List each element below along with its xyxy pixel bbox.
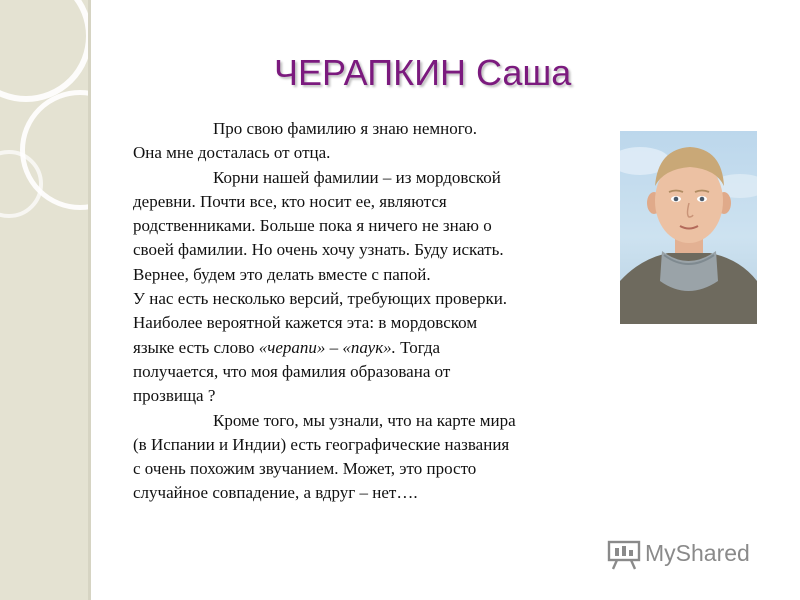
- text-line: Наиболее вероятной кажется эта: в мордовском: [133, 313, 478, 333]
- text-line: своей фамилии. Но очень хочу узнать. Буду искать.: [133, 240, 504, 260]
- text-line: получается, что моя фамилия образована от: [133, 361, 451, 381]
- text-line: [133, 336, 598, 360]
- decorative-left-band: [0, 0, 88, 600]
- text-fragment: –: [325, 337, 343, 357]
- boy-portrait-photo: [620, 131, 757, 324]
- text-line: Вернее, будем это делать вместе с папой.: [133, 264, 431, 284]
- watermark-label: MyShared: [645, 540, 750, 566]
- text-line: родственниками. Больше пока я ничего не знаю о: [133, 216, 492, 236]
- text-fragment: языке есть слово: [133, 337, 259, 357]
- italic-word-cherapi: «черапи»: [258, 337, 326, 357]
- italic-word-pauk: «паук».: [342, 337, 396, 357]
- text-line: Кроме того, мы узнали, что на карте мира: [213, 410, 516, 430]
- title-first-name: Саша: [475, 52, 572, 93]
- myshared-watermark: [607, 538, 777, 570]
- text-line: прозвища ?: [133, 386, 216, 406]
- decorative-ring: [0, 0, 92, 102]
- slide-title: [274, 52, 571, 94]
- slide-body-text: [133, 117, 598, 506]
- text-line: Она мне досталась от отца.: [133, 143, 331, 163]
- text-fragment: Тогда: [395, 337, 441, 357]
- text-line: (в Испании и Индии) есть географические названия: [133, 434, 510, 454]
- text-line: с очень похожим звучанием. Может, это просто: [133, 459, 477, 479]
- boy-portrait-illustration: [620, 131, 757, 324]
- text-line: деревни. Почти все, кто носит ее, являются: [133, 191, 447, 211]
- text-line: случайное совпадение, а вдруг – нет….: [133, 483, 418, 503]
- title-surname: ЧЕРАПКИН: [274, 52, 466, 93]
- text-line: Про свою фамилию я знаю немного.: [213, 119, 478, 138]
- presentation-board-icon: [607, 538, 641, 570]
- left-band-divider: [88, 0, 91, 600]
- text-line: Корни нашей фамилии – из мордовской: [213, 167, 501, 187]
- text-line: У нас есть несколько версий, требующих проверки.: [133, 289, 508, 309]
